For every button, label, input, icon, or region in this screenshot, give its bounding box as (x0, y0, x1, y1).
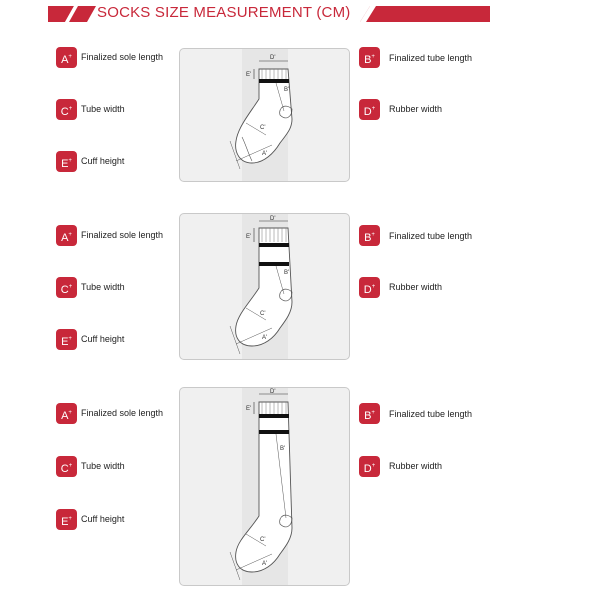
sock-stripe (259, 79, 289, 83)
label-cuff-height: Cuff height (81, 514, 125, 524)
label-cuff-height: Cuff height (81, 334, 125, 344)
label-sole-length: Finalized sole length (81, 408, 164, 418)
svg-text:D': D' (270, 389, 276, 395)
svg-text:B': B' (284, 270, 290, 276)
header-left-stripes (48, 6, 96, 22)
sock-diagram-knee-high (179, 387, 350, 586)
label-tube-width: Tube width (81, 282, 125, 292)
badge-e: E+ (56, 329, 77, 350)
svg-text:E': E' (246, 406, 252, 412)
page-header (0, 0, 600, 26)
sock-stripe-upper (259, 414, 289, 418)
sock-diagram-crew (179, 213, 350, 360)
badge-c: C+ (56, 277, 77, 298)
sock-stripe-upper (259, 243, 289, 247)
measurement-section-2 (0, 213, 600, 393)
badge-b: B+ (359, 403, 380, 424)
svg-text:D': D' (270, 216, 276, 222)
svg-text:B': B' (280, 446, 286, 452)
badge-d: D+ (359, 99, 380, 120)
svg-text:E': E' (246, 72, 252, 78)
badge-a: A+ (56, 47, 77, 68)
label-tube-length: Finalized tube length (389, 231, 473, 241)
badge-c: C+ (56, 456, 77, 477)
label-tube-width: Tube width (81, 461, 125, 471)
badge-b: B+ (359, 47, 380, 68)
badge-e: E+ (56, 151, 77, 172)
svg-text:E': E' (246, 234, 252, 240)
sock-stripe-lower (259, 262, 289, 266)
label-rubber-width: Rubber width (389, 282, 443, 292)
label-cuff-height: Cuff height (81, 156, 125, 166)
label-rubber-width: Rubber width (389, 104, 443, 114)
svg-text:C': C' (260, 125, 266, 131)
badge-b: B+ (359, 225, 380, 246)
svg-text:C': C' (260, 311, 266, 317)
svg-text:B': B' (284, 87, 290, 93)
page-title: SOCKS SIZE MEASUREMENT (CM) (97, 4, 351, 21)
measurement-section-1 (0, 35, 600, 215)
sock-stripe-lower (259, 430, 289, 434)
measurement-section-3 (0, 391, 600, 596)
svg-text:A': A' (262, 561, 268, 567)
badge-c: C+ (56, 99, 77, 120)
sock-diagram-ankle (179, 48, 350, 182)
badge-e: E+ (56, 509, 77, 530)
label-rubber-width: Rubber width (389, 461, 443, 471)
label-sole-length: Finalized sole length (81, 230, 164, 240)
label-sole-length: Finalized sole length (81, 52, 164, 62)
svg-text:D': D' (270, 55, 276, 61)
svg-text:A': A' (262, 151, 268, 157)
label-tube-length: Finalized tube length (389, 409, 473, 419)
svg-text:A': A' (262, 335, 268, 341)
badge-a: A+ (56, 225, 77, 246)
label-tube-length: Finalized tube length (389, 53, 473, 63)
badge-a: A+ (56, 403, 77, 424)
badge-d: D+ (359, 277, 380, 298)
badge-d: D+ (359, 456, 380, 477)
svg-text:C': C' (260, 537, 266, 543)
label-tube-width: Tube width (81, 104, 125, 114)
header-right-stripes (360, 6, 490, 22)
